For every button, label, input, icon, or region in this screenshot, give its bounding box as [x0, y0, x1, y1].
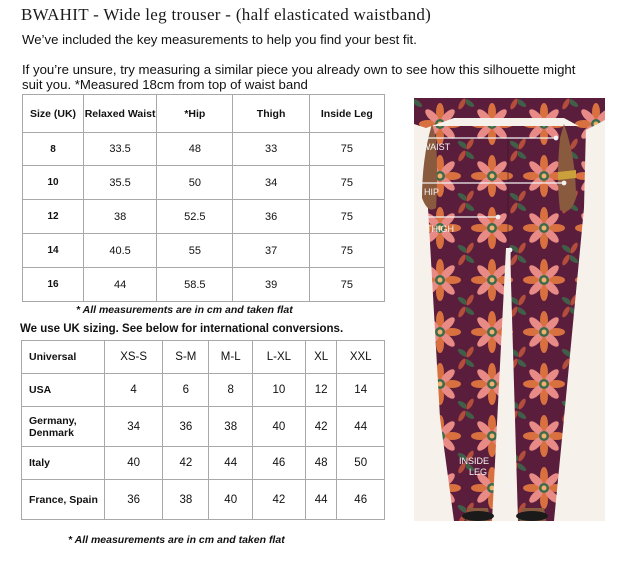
column-header: Relaxed Waist — [84, 95, 157, 133]
table-row — [22, 480, 385, 520]
row-label: Italy — [22, 447, 105, 480]
thigh-label: THIGH — [426, 224, 454, 234]
inside-leg-measure-endpoint — [508, 484, 512, 488]
inside-leg-measure-endpoint — [508, 248, 512, 252]
table-header-row — [22, 341, 385, 374]
measurement-note: * All measurements are in cm and taken flat — [76, 304, 293, 316]
size-cell: 38 — [163, 480, 209, 520]
table-row — [22, 447, 385, 480]
table-row — [22, 407, 385, 447]
size-cell: 8 — [209, 374, 253, 407]
size-cell: 38 — [209, 407, 253, 447]
row-label: Universal — [22, 341, 105, 374]
row-label: Germany, Denmark — [22, 407, 105, 447]
hip-label: HIP — [424, 187, 440, 197]
thigh-cell: 37 — [233, 234, 309, 268]
hip-measure-endpoint — [416, 181, 420, 185]
size-cell: 36 — [105, 480, 163, 520]
table-row — [23, 166, 385, 200]
column-header: *Hip — [157, 95, 233, 133]
column-header: Thigh — [233, 95, 309, 133]
inside-leg-cell: 75 — [309, 268, 384, 302]
size-cell: 6 — [163, 374, 209, 407]
size-cell: XL — [305, 341, 337, 374]
measurement-note: * All measurements are in cm and taken flat — [68, 534, 285, 546]
size-cell: 4 — [105, 374, 163, 407]
page-title: BWAHIT - Wide leg trouser - (half elasticated waistband) — [21, 5, 432, 24]
inside-leg-cell: 75 — [309, 200, 384, 234]
thigh-cell: 36 — [233, 200, 309, 234]
waist-label: WAIST — [422, 142, 451, 152]
size-cell: 48 — [305, 447, 337, 480]
inside-leg-label: LEG — [469, 467, 488, 477]
inside-leg-label: INSIDE — [459, 456, 490, 466]
hip-cell: 48 — [157, 133, 233, 166]
hip-cell: 52.5 — [157, 200, 233, 234]
measuring-tip: If you’re unsure, try measuring a similar piece you already own to see how this silhouette might suit you. *Measured 18cm from top of waist band — [22, 62, 576, 92]
size-cell: 14 — [337, 374, 385, 407]
size-cell: XXL — [337, 341, 385, 374]
size-cell: 14 — [23, 234, 84, 268]
size-cell: 12 — [23, 200, 84, 234]
inside-leg-cell: 75 — [309, 166, 384, 200]
size-cell: 46 — [337, 480, 385, 520]
table-header-row — [23, 95, 385, 133]
model-photo — [414, 98, 605, 521]
uk-sizing-note: We use UK sizing. See below for international conversions. — [20, 323, 344, 335]
hip-cell: 55 — [157, 234, 233, 268]
table-row — [23, 133, 385, 166]
size-cell: 40 — [252, 407, 305, 447]
waist-cell: 33.5 — [84, 133, 157, 166]
size-cell: 44 — [337, 407, 385, 447]
size-cell: 8 — [23, 133, 84, 166]
hip-measure-endpoint — [562, 181, 566, 185]
inside-leg-cell: 75 — [309, 133, 384, 166]
size-cell: 42 — [305, 407, 337, 447]
table-row — [22, 374, 385, 407]
size-cell: 36 — [163, 407, 209, 447]
waist-cell: 44 — [84, 268, 157, 302]
size-cell: 10 — [252, 374, 305, 407]
size-cell: 12 — [305, 374, 337, 407]
intro-text: We’ve included the key measurements to help you find your best fit. — [22, 32, 417, 47]
thigh-cell: 33 — [233, 133, 309, 166]
size-conversion-table — [21, 340, 385, 520]
table-row — [23, 200, 385, 234]
size-cell: 10 — [23, 166, 84, 200]
waist-cell: 40.5 — [84, 234, 157, 268]
column-header: Size (UK) — [23, 95, 84, 133]
thigh-cell: 39 — [233, 268, 309, 302]
hip-cell: 58.5 — [157, 268, 233, 302]
row-label: USA — [22, 374, 105, 407]
size-cell: 44 — [209, 447, 253, 480]
size-cell: 34 — [105, 407, 163, 447]
table-row — [23, 234, 385, 268]
thigh-measure-endpoint — [422, 215, 426, 219]
size-cell: 44 — [305, 480, 337, 520]
row-label: France, Spain — [22, 480, 105, 520]
trouser-illustration — [414, 98, 605, 521]
size-cell: M-L — [209, 341, 253, 374]
waist-cell: 38 — [84, 200, 157, 234]
size-cell: 40 — [209, 480, 253, 520]
size-cell: 40 — [105, 447, 163, 480]
size-cell: L-XL — [252, 341, 305, 374]
inside-leg-cell: 75 — [309, 234, 384, 268]
waist-measure-endpoint — [554, 136, 558, 140]
size-cell: 46 — [252, 447, 305, 480]
size-cell: XS-S — [105, 341, 163, 374]
size-cell: 42 — [252, 480, 305, 520]
size-cell: 50 — [337, 447, 385, 480]
column-header: Inside Leg — [309, 95, 384, 133]
thigh-cell: 34 — [233, 166, 309, 200]
thigh-measure-endpoint — [496, 215, 500, 219]
waist-measure-endpoint — [424, 136, 428, 140]
size-cell: S-M — [163, 341, 209, 374]
size-cell: 16 — [23, 268, 84, 302]
table-row — [23, 268, 385, 302]
size-measurement-table — [22, 94, 385, 302]
size-cell: 42 — [163, 447, 209, 480]
waist-cell: 35.5 — [84, 166, 157, 200]
hip-cell: 50 — [157, 166, 233, 200]
